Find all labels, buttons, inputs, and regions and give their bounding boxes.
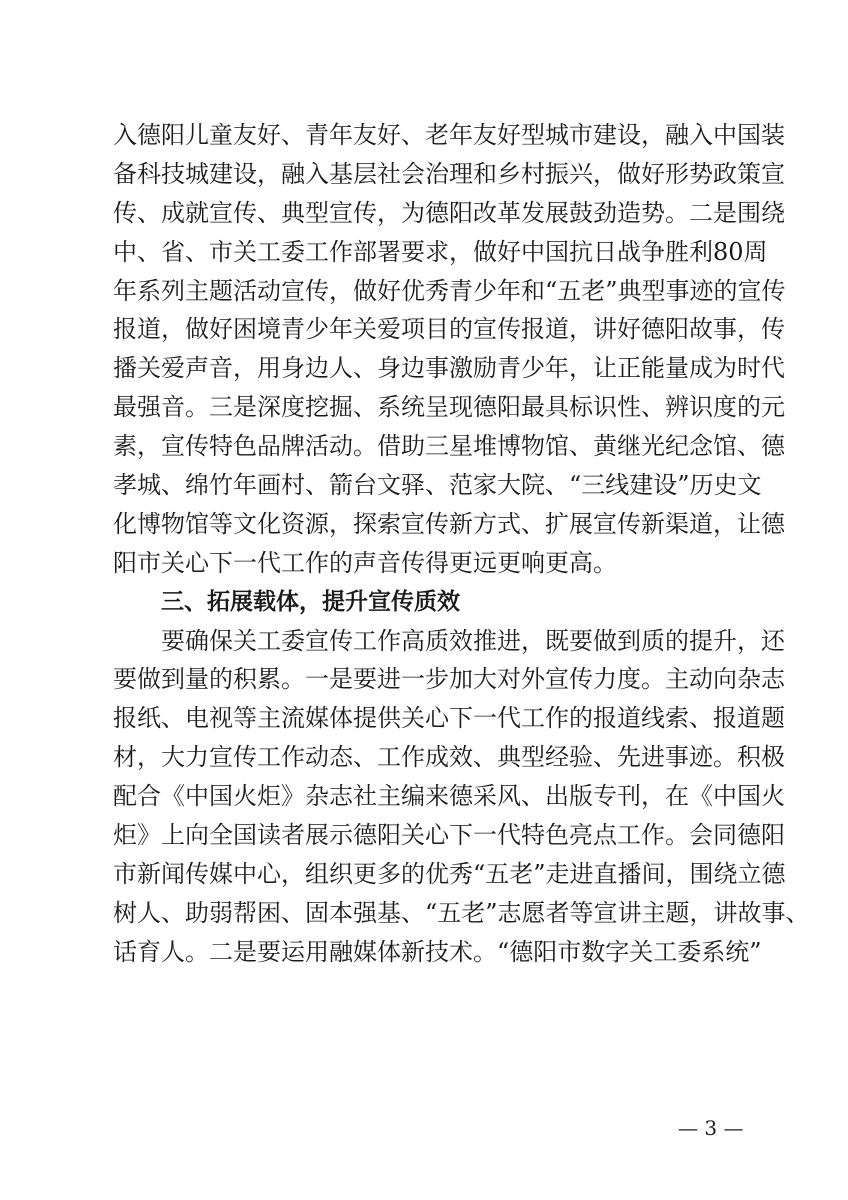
body-line-6: 报道，做好困境青少年关爱项目的宣传报道，讲好德阳故事，传 (113, 315, 785, 344)
body-line-3: 传、成就宣传、典型宣传，为德阳改革发展鼓劲造势。二是围绕 (113, 198, 785, 227)
body-line-10: 孝城、绵竹年画村、箭台文驿、范家大院、“三线建设”历史文 (113, 471, 762, 500)
body-line-1: 入德阳儿童友好、青年友好、老年友好型城市建设，融入中国装 (113, 121, 785, 149)
page-number: — 3 — (678, 1116, 744, 1140)
body-line-12: 阳市关心下一代工作的声音传得更远更响更高。 (113, 548, 617, 577)
body-line-19: 炬》上向全国读者展示德阳关心下一代特色亮点工作。会同德阳 (113, 821, 785, 850)
body-line-9: 素，宣传特色品牌活动。借助三星堆博物馆、黄继光纪念馆、德 (113, 432, 785, 461)
body-line-15: 要做到量的积累。一是要进一步加大对外宣传力度。主动向杂志 (113, 665, 785, 694)
body-line-14: 要确保关工委宣传工作高质效推进，既要做到质的提升，还 (161, 626, 785, 655)
body-line-7: 播关爱声音，用身边人、身边事激励青少年，让正能量成为时代 (113, 354, 785, 383)
body-line-18: 配合《中国火炬》杂志社主编来德采风、出版专刊，在《中国火 (113, 782, 785, 811)
body-line-5: 年系列主题活动宣传，做好优秀青少年和“五老”典型事迹的宣传 (113, 276, 786, 305)
body-line-16: 报纸、电视等主流媒体提供关心下一代工作的报道线索、报道题 (113, 704, 785, 733)
document-body (113, 116, 810, 972)
body-line-21: 树人、助弱帮困、固本强基、“五老”志愿者等宣讲主题，讲故事、 (113, 898, 810, 927)
body-line-2: 备科技城建设，融入基层社会治理和乡村振兴，做好形势政策宣 (113, 159, 785, 188)
body-line-17: 材，大力宣传工作动态、工作成效、典型经验、先进事迹。积极 (113, 743, 785, 772)
body-line-11: 化博物馆等文化资源，探索宣传新方式、扩展宣传新渠道，让德 (113, 509, 785, 538)
body-line-8: 最强音。三是深度挖掘、系统呈现德阳最具标识性、辨识度的元 (113, 393, 785, 422)
section-heading: 三、拓展载体，提升宣传质效 (161, 588, 460, 615)
body-line-4: 中、省、市关工委工作部署要求，做好中国抗日战争胜利80周 (113, 237, 768, 266)
body-line-22: 话育人。二是要运用融媒体新技术。“德阳市数字关工委系统” (113, 937, 762, 966)
body-line-20: 市新闻传媒中心，组织更多的优秀“五老”走进直播间，围绕立德 (113, 859, 786, 888)
